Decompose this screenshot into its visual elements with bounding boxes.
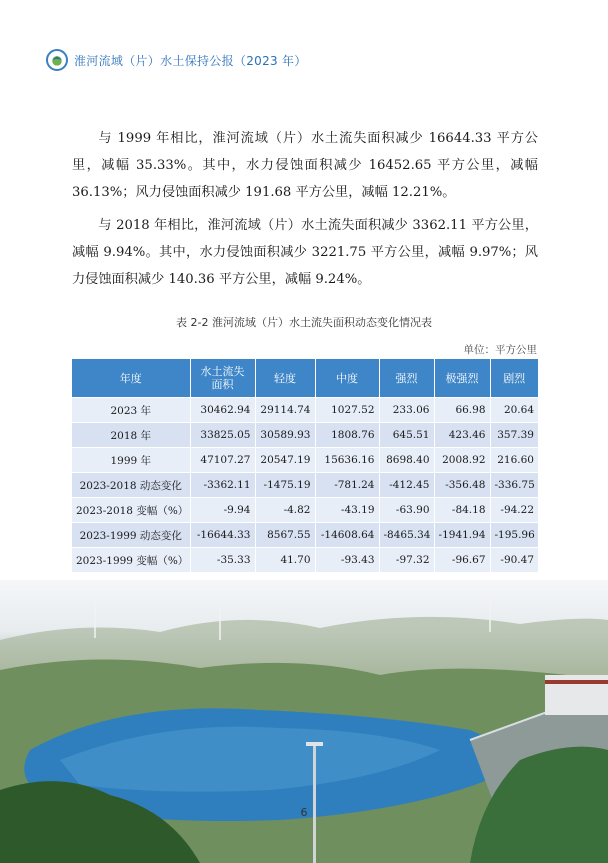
- severe-cell: -90.47: [490, 548, 538, 573]
- total-area-cell: 33825.05: [190, 423, 255, 448]
- table-caption: 表 2-2 淮河流域（片）水土流失面积动态变化情况表: [176, 316, 432, 329]
- light-cell: 30589.93: [255, 423, 315, 448]
- total-area-cell: 47107.27: [190, 448, 255, 473]
- page-header: [46, 49, 307, 71]
- reservoir-photo-illustration: [0, 580, 608, 863]
- header-total-area-label: 水土流失面积: [200, 365, 245, 391]
- light-cell: -4.82: [255, 498, 315, 523]
- table-unit: 单位：平方公里: [463, 344, 537, 356]
- moderate-cell: 1808.76: [315, 423, 379, 448]
- severe-cell: 20.64: [490, 398, 538, 423]
- table-row: [72, 498, 538, 523]
- year-cell: 2023 年: [72, 398, 190, 423]
- intense-cell: 645.51: [379, 423, 434, 448]
- header-severe: 剧烈: [490, 359, 538, 398]
- year-cell: 2023-1999 变幅（%）: [72, 548, 190, 573]
- very-intense-cell: -1941.94: [434, 523, 490, 548]
- moderate-cell: -14608.64: [315, 523, 379, 548]
- very-intense-cell: -84.18: [434, 498, 490, 523]
- very-intense-cell: 423.46: [434, 423, 490, 448]
- header-title: 淮河流域（片）水土保持公报（2023 年）: [74, 53, 307, 68]
- year-cell: 2018 年: [72, 423, 190, 448]
- page-number: 6: [300, 806, 308, 819]
- very-intense-cell: -356.48: [434, 473, 490, 498]
- severe-cell: 357.39: [490, 423, 538, 448]
- intense-cell: -63.90: [379, 498, 434, 523]
- table-row: [72, 448, 538, 473]
- light-cell: -1475.19: [255, 473, 315, 498]
- total-area-cell: -9.94: [190, 498, 255, 523]
- reservoir-landscape-photo: [0, 580, 608, 863]
- header-moderate: 中度: [315, 359, 379, 398]
- light-cell: 20547.19: [255, 448, 315, 473]
- table-row: [72, 398, 538, 423]
- light-cell: 41.70: [255, 548, 315, 573]
- intense-cell: -97.32: [379, 548, 434, 573]
- intense-cell: -8465.34: [379, 523, 434, 548]
- table-row: [72, 423, 538, 448]
- total-area-cell: 30462.94: [190, 398, 255, 423]
- moderate-cell: 1027.52: [315, 398, 379, 423]
- moderate-cell: -43.19: [315, 498, 379, 523]
- severe-cell: -94.22: [490, 498, 538, 523]
- moderate-cell: -93.43: [315, 548, 379, 573]
- severe-cell: -336.75: [490, 473, 538, 498]
- moderate-cell: -781.24: [315, 473, 379, 498]
- total-area-cell: -3362.11: [190, 473, 255, 498]
- intense-cell: 233.06: [379, 398, 434, 423]
- header-very-intense: 极强烈: [434, 359, 490, 398]
- severe-cell: -195.96: [490, 523, 538, 548]
- year-cell: 2023-2018 变幅（%）: [72, 498, 190, 523]
- intense-cell: -412.45: [379, 473, 434, 498]
- table-row: [72, 473, 538, 498]
- year-cell: 1999 年: [72, 448, 190, 473]
- intense-cell: 8698.40: [379, 448, 434, 473]
- total-area-cell: -35.33: [190, 548, 255, 573]
- very-intense-cell: 66.98: [434, 398, 490, 423]
- erosion-change-table: [72, 359, 538, 572]
- year-cell: 2023-2018 动态变化: [72, 473, 190, 498]
- very-intense-cell: -96.67: [434, 548, 490, 573]
- header-total-area: [190, 359, 255, 398]
- moderate-cell: 15636.16: [315, 448, 379, 473]
- table-row: [72, 523, 538, 548]
- header-intense: 强烈: [379, 359, 434, 398]
- very-intense-cell: 2008.92: [434, 448, 490, 473]
- year-cell: 2023-1999 动态变化: [72, 523, 190, 548]
- header-light: 轻度: [255, 359, 315, 398]
- table-header-row: [72, 359, 538, 398]
- table-row: [72, 548, 538, 573]
- severe-cell: 216.60: [490, 448, 538, 473]
- paragraph-2018-comparison: 与 2018 年相比，淮河流域（片）水土流失面积减少 3362.11 平方公里，减幅 9.94%。其中，水力侵蚀面积减少 3221.75 平方公里，减幅 9.97%；风力侵蚀面积减少 140.36 平方公里，减幅 9.24%。: [72, 218, 538, 287]
- total-area-cell: -16644.33: [190, 523, 255, 548]
- light-cell: 8567.55: [255, 523, 315, 548]
- light-cell: 29114.74: [255, 398, 315, 423]
- paragraph-1999-comparison: 与 1999 年相比，淮河流域（片）水土流失面积减少 16644.33 平方公里，减幅 35.33%。其中，水力侵蚀面积减少 16452.65 平方公里，减幅 36.13%；风力侵蚀面积减少 191.68 平方公里，减幅 12.21%。: [72, 131, 538, 200]
- header-year: 年度: [72, 359, 190, 398]
- logo-icon: [46, 49, 68, 71]
